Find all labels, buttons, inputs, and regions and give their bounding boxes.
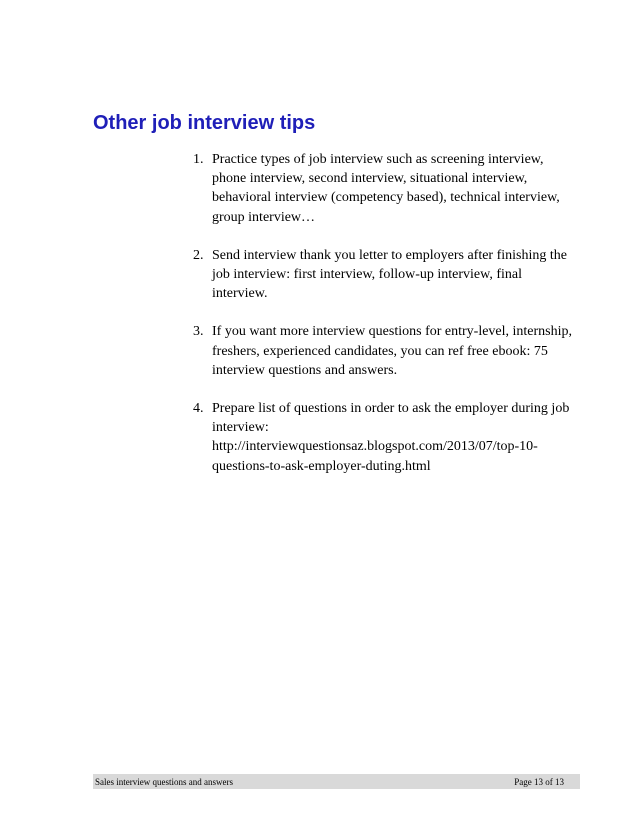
page-title: Other job interview tips <box>93 112 316 134</box>
list-item-number: 1. <box>193 152 204 167</box>
list-item <box>193 399 593 476</box>
list-item-number: 4. <box>193 401 204 417</box>
list-item-text: Practice types of job interview such as screening interview, phone interview, second interview, situational interview, behavioral interview (competency based), technical interview, group interview… <box>212 152 560 225</box>
list-item-text: If you want more interview questions for entry-level, internship, freshers, experienced candidates, you can ref free ebook: 75 interview questions and answers. <box>212 324 573 378</box>
list-item <box>193 246 593 304</box>
list-item-text: Prepare list of questions in order to ask the employer during job interview: http://interviewquestionsaz.blogspot.com/2013/07/top-10- questions-to-ask-employer-duting.html <box>212 401 570 474</box>
list-item <box>193 150 593 227</box>
tips-list <box>193 150 593 495</box>
list-item-number: 3. <box>193 324 204 340</box>
footer-document-title: Sales interview questions and answers <box>95 776 233 787</box>
list-item <box>193 322 593 380</box>
list-item-number: 2. <box>193 247 204 263</box>
page-footer <box>93 774 580 789</box>
list-item-text: Send interview thank you letter to employers after finishing the job interview: first interview, follow-up interview, final interview. <box>212 247 567 302</box>
footer-page-number: Page 13 of 13 <box>514 776 564 787</box>
